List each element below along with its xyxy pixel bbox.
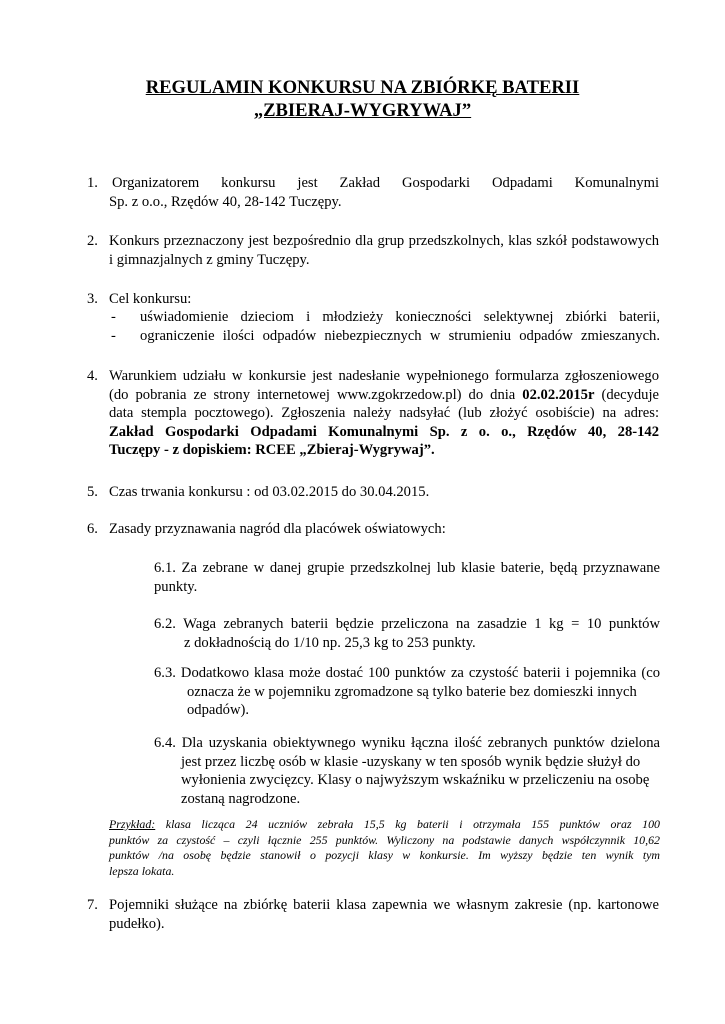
rule-number: 2. bbox=[87, 233, 98, 249]
subrule-line: 6.4. Dla uzyskania obiektywnego wyniku łączna ilość zebranych punktów dzielona bbox=[154, 735, 660, 751]
subrule-line: punkty. bbox=[154, 578, 198, 595]
rule-number: 1. bbox=[87, 175, 98, 191]
rule-number: 6. bbox=[87, 521, 98, 537]
document-title-line2 bbox=[0, 100, 725, 122]
example-line: punktów za czystość – czyli łącznie 255 punktów. Wyliczony na podstawie danych współczynnik 10,62 bbox=[109, 832, 660, 847]
subrule-line: 6.2. Waga zebranych baterii będzie przeliczona na zasadzie 1 kg = 10 punktów bbox=[154, 616, 660, 632]
contest-name: „ZBIERAJ-WYGRYWAJ” bbox=[253, 100, 472, 121]
rule-line: Czas trwania konkursu : od 03.02.2015 do 30.04.2015. bbox=[109, 484, 430, 500]
calculation-example bbox=[109, 817, 660, 879]
subrule-line: oznacza że w pojemniku zgromadzone są tylko baterie bez domieszki innych bbox=[187, 683, 637, 700]
document-title-line1 bbox=[0, 77, 725, 99]
subrule-line: 6.1. Za zebrane w danej grupie przedszkolnej lub klasie baterie, będą przyznawane bbox=[154, 560, 660, 576]
rule-number: 5. bbox=[87, 484, 98, 500]
subrule-6-4 bbox=[154, 734, 660, 808]
subrule-6-3 bbox=[154, 664, 660, 720]
submission-address: Zakład Gospodarki Odpadami Komunalnymi Sp. z o. o., Rzędów 40, 28-142 bbox=[109, 423, 659, 440]
subrule-line: odpadów). bbox=[187, 702, 250, 718]
deadline-date: 02.02.2015r bbox=[522, 386, 595, 403]
dash-marker: - bbox=[111, 328, 116, 344]
rule-text bbox=[109, 520, 659, 539]
rule-number: 4. bbox=[87, 368, 98, 384]
rule-text bbox=[109, 290, 659, 309]
rule-line: Organizatorem konkursu jest Zakład Gospodarki Odpadami Komunalnymi bbox=[112, 175, 659, 191]
goal-text: ograniczenie ilości odpadów niebezpiecznych w strumieniu odpadów zmieszanych. bbox=[140, 328, 660, 344]
subrule-line: zostaną nagrodzone. bbox=[181, 790, 301, 807]
rule-line: data stempla pocztowego). Zgłoszenia należy nadsyłać (lub złożyć osobiście) na adres: bbox=[109, 405, 659, 421]
example-line: punktów /na osobę będzie stanowił o pozycji klasy w konkursie. Im wyższy będzie ten wynik tym bbox=[109, 848, 660, 863]
subrule-6-1 bbox=[154, 559, 660, 596]
rule-text bbox=[109, 896, 659, 933]
submission-address-note: Tuczępy - z dopiskiem: RCEE „Zbieraj-Wygrywaj”. bbox=[109, 442, 435, 458]
example-label: Przykład: bbox=[109, 817, 156, 831]
subrule-line: z dokładnością do 1/10 np. 25,3 kg to 253 punkty. bbox=[184, 634, 476, 651]
subrule-6-2 bbox=[154, 615, 660, 652]
example-line: lepsza lokata. bbox=[109, 863, 175, 878]
rule-line: Pojemniki służące na zbiórkę baterii klasa zapewnia we własnym zakresie (np. kartonowe bbox=[109, 897, 659, 913]
rule-text bbox=[109, 483, 659, 502]
rule-number: 3. bbox=[87, 291, 98, 307]
example-line bbox=[109, 817, 660, 833]
goal-text: uświadomienie dzieciom i młodzieży konieczności selektywnej zbiórki baterii, bbox=[140, 309, 660, 325]
rule-line: Cel konkursu: bbox=[109, 291, 192, 307]
rule-text bbox=[109, 367, 659, 460]
subrule-line: wyłonienia zwycięzcy. Klasy o najwyższym wskaźniku w przeliczeniu na osobę bbox=[181, 772, 650, 788]
rule-line: i gimnazjalnych z gminy Tuczępy. bbox=[109, 251, 310, 268]
dash-marker: - bbox=[111, 309, 116, 325]
example-line-part: klasa licząca 24 uczniów zebrała 15,5 kg baterii i otrzymała 155 punktów oraz 100 bbox=[155, 817, 660, 831]
subrule-line: jest przez liczbę osób w klasie -uzyskany w ten sposób wynik będzie służył do bbox=[181, 753, 641, 770]
rule-line: pudełko). bbox=[109, 915, 165, 932]
rule-line: Sp. z o.o., Rzędów 40, 28-142 Tuczępy. bbox=[109, 193, 342, 210]
document-title-text: REGULAMIN KONKURSU NA ZBIÓRKĘ BATERII bbox=[145, 77, 580, 98]
rule-line: Zasady przyznawania nagród dla placówek oświatowych: bbox=[109, 521, 446, 537]
rule-number: 7. bbox=[87, 897, 98, 913]
rule-text bbox=[109, 232, 659, 269]
rule-line bbox=[109, 386, 659, 405]
rule-line: Konkurs przeznaczony jest bezpośrednio dla grup przedszkolnych, klas szkół podstawowych bbox=[109, 233, 659, 249]
subrule-line: 6.3. Dodatkowo klasa może dostać 100 punktów za czystość baterii i pojemnika (co bbox=[154, 665, 660, 681]
rule-line-part: (decyduje bbox=[594, 386, 660, 403]
rule-text bbox=[109, 174, 659, 211]
rule-line: Warunkiem udziału w konkursie jest nadesłanie wypełnionego formularza zgłoszeniowego bbox=[109, 368, 659, 384]
rule-line-part: (do pobrania ze strony internetowej www.zgokrzedow.pl) do dnia bbox=[109, 386, 523, 403]
